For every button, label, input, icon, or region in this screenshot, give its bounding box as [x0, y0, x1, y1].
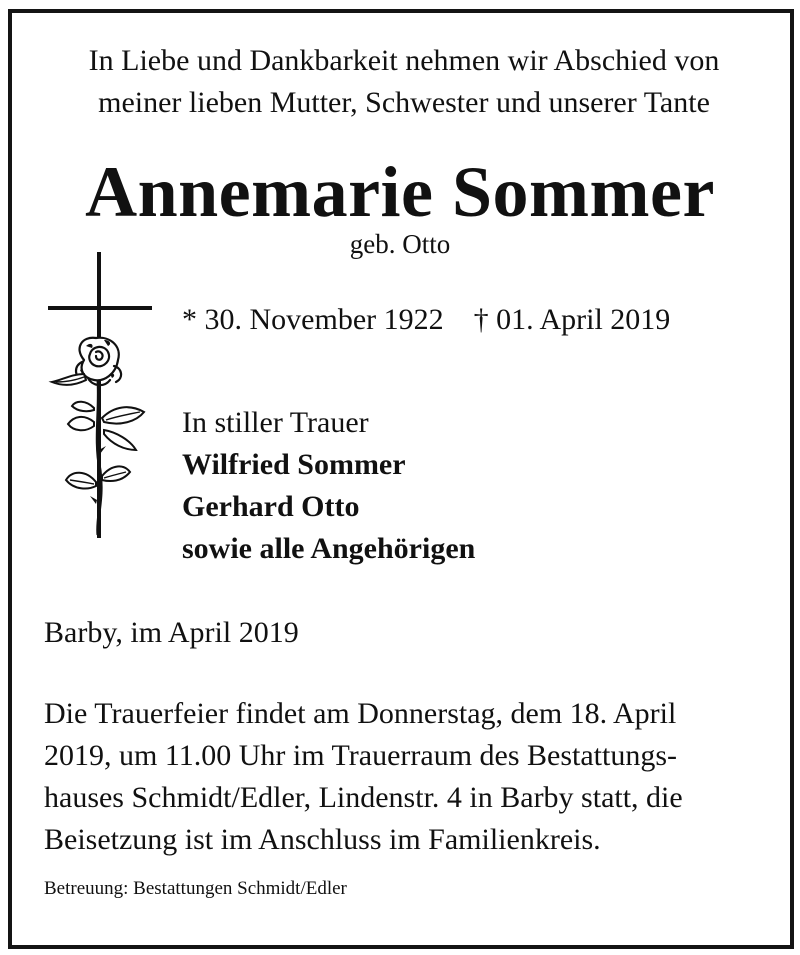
deceased-name: Annemarie Sommer [85, 152, 715, 232]
funeral-care-note: Betreuung: Bestattungen Schmidt/Edler [44, 878, 347, 899]
ceremony-line: Beisetzung ist im Anschluss im Familienkreis. [44, 823, 601, 856]
mourners-block [182, 402, 475, 570]
life-dates [182, 300, 670, 340]
mourner-name: Gerhard Otto [182, 490, 360, 523]
mourning-heading: In stiller Trauer [182, 406, 369, 439]
intro-line-1: In Liebe und Dankbarkeit nehmen wir Abschied von [88, 44, 720, 77]
ceremony-text [44, 693, 764, 861]
ceremony-line: hauses Schmidt/Edler, Lindenstr. 4 in Barby statt, die [44, 781, 683, 814]
ceremony-line: Die Trauerfeier findet am Donnerstag, dem 18. April [44, 697, 677, 730]
death-date: † 01. April 2019 [473, 303, 671, 336]
intro-text [44, 40, 764, 124]
cross-with-rose-icon [44, 250, 156, 540]
mourner-name: sowie alle Angehörigen [182, 532, 476, 565]
place-date: Barby, im April 2019 [44, 616, 299, 649]
mourner-name: Wilfried Sommer [182, 448, 406, 481]
birth-date: * 30. November 1922 [182, 303, 444, 336]
born-name: geb. Otto [349, 229, 451, 259]
ceremony-line: 2019, um 11.00 Uhr im Trauerraum des Bestattungs- [44, 739, 678, 772]
intro-line-2: meiner lieben Mutter, Schwester und unserer Tante [98, 86, 710, 119]
